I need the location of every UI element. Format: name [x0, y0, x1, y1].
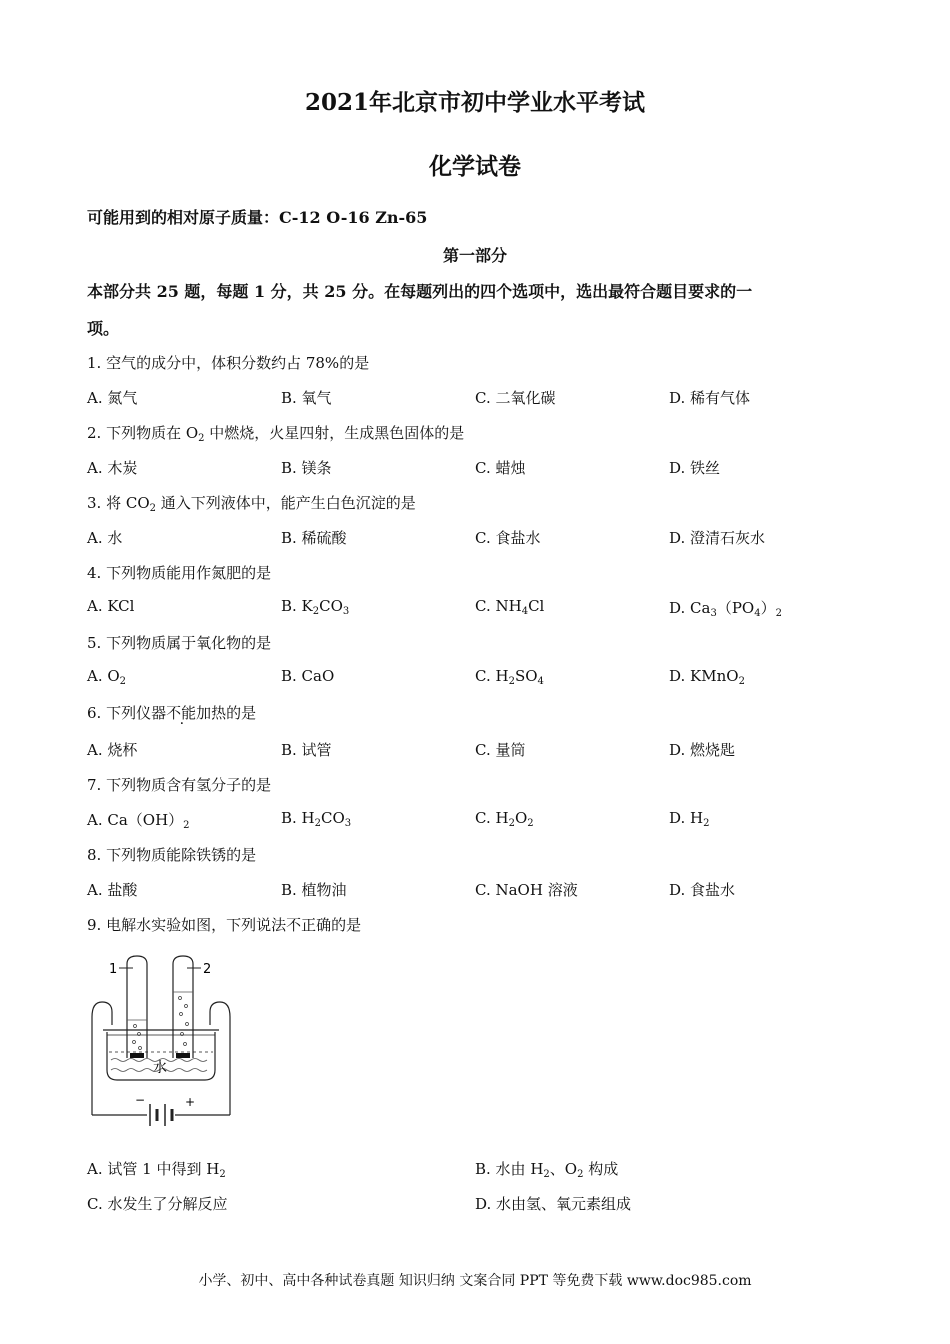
q8-option-c: C. NaOH 溶液: [475, 881, 578, 899]
q9-option-a: A. 试管 1 中得到 $H_2$: [87, 1160, 226, 1180]
q1-option-b: B. 氧气: [281, 389, 332, 407]
q9-option-b: B. 水由 $H_2$、$O_2$ 构成: [475, 1160, 619, 1180]
q3-option-d: D. 澄清石灰水: [669, 529, 766, 547]
emphasis-not: 不能: [166, 704, 197, 722]
q7-option-d: D. $H_2$: [669, 809, 710, 829]
atomic-masses: 可能用到的相对原子质量：C-12 O-16 Zn-65: [87, 208, 428, 227]
q8-option-b: B. 植物油: [281, 881, 347, 899]
electrolysis-diagram: [87, 952, 237, 1137]
footer-text: 小学、初中、高中各种试卷真题 知识归纳 文案合同 PPT 等免费下载 www.doc985.com: [198, 1273, 752, 1289]
water-label: 水: [153, 1060, 167, 1076]
q4-option-a: A. KCl: [87, 597, 135, 615]
question-9-stem: 9. 电解水实验如图，下列说法不正确的是: [87, 916, 362, 934]
question-7-stem: 7. 下列物质含有氢分子的是: [87, 776, 272, 794]
q9-option-c: C. 水发生了分解反应: [87, 1195, 228, 1213]
question-6-stem: 6. 下列仪器不能加热的是: [87, 704, 257, 722]
q6-option-a: A. 烧杯: [87, 741, 138, 759]
part-instructions-1: 本部分共 25 题，每题 1 分，共 25 分。在每题列出的四个选项中，选出最符合题目要求的一: [87, 282, 753, 301]
q5-option-d: D. KMnO$_2$: [669, 667, 745, 687]
question-3-stem: 3. 将 $CO_2$ 通入下列液体中，能产生白色沉淀的是: [87, 494, 416, 514]
q5-option-a: A. $O_2$: [87, 667, 127, 687]
tube-2-label: 2: [203, 962, 212, 977]
q2-option-b: B. 镁条: [281, 459, 332, 477]
q4-option-b: B. $K_2CO_3$: [281, 597, 350, 617]
minus-sign: −: [135, 1093, 146, 1107]
q1-option-d: D. 稀有气体: [669, 389, 751, 407]
q3-option-a: A. 水: [87, 529, 123, 547]
q3-option-b: B. 稀硫酸: [281, 529, 347, 547]
q8-option-d: D. 食盐水: [669, 881, 736, 899]
q6-option-c: C. 量筒: [475, 741, 526, 759]
q2-option-c: C. 蜡烛: [475, 459, 526, 477]
question-1-stem: 1. 空气的成分中，体积分数约占 78%的是: [87, 354, 370, 372]
q2-option-a: A. 木炭: [87, 459, 138, 477]
q3-option-c: C. 食盐水: [475, 529, 541, 547]
plus-sign: +: [185, 1095, 196, 1109]
q4-option-c: C. $NH_4Cl$: [475, 597, 545, 617]
question-2-stem: 2. 下列物质在 $O_2$ 中燃烧，火星四射，生成黑色固体的是: [87, 424, 465, 444]
question-5-stem: 5. 下列物质属于氧化物的是: [87, 634, 272, 652]
q7-option-b: B. $H_2CO_3$: [281, 809, 352, 829]
question-8-stem: 8. 下列物质能除铁锈的是: [87, 846, 257, 864]
q1-option-a: A. 氮气: [87, 389, 138, 407]
q6-option-d: D. 燃烧匙: [669, 741, 736, 759]
part-title: 第一部分: [442, 246, 507, 265]
part-instructions-2: 项。: [87, 319, 120, 338]
q5-option-c: C. $H_2SO_4$: [475, 667, 544, 687]
q2-option-d: D. 铁丝: [669, 459, 721, 477]
q7-option-c: C. $H_2O_2$: [475, 809, 534, 829]
q1-option-c: C. 二氧化碳: [475, 389, 556, 407]
question-4-stem: 4. 下列物质能用作氮肥的是: [87, 564, 272, 582]
q9-option-d: D. 水由氢、氧元素组成: [475, 1195, 632, 1213]
q5-option-b: B. CaO: [281, 667, 335, 685]
tube-1-label: 1: [109, 962, 118, 977]
exam-title: 2021年北京市初中学业水平考试: [304, 89, 645, 116]
q8-option-a: A. 盐酸: [87, 881, 138, 899]
q7-option-a: A. $Ca(OH)_2$: [87, 811, 190, 831]
q6-option-b: B. 试管: [281, 741, 332, 759]
q4-option-d: D. $Ca_3(PO_4)_2$: [669, 599, 782, 619]
exam-subtitle: 化学试卷: [429, 153, 521, 180]
